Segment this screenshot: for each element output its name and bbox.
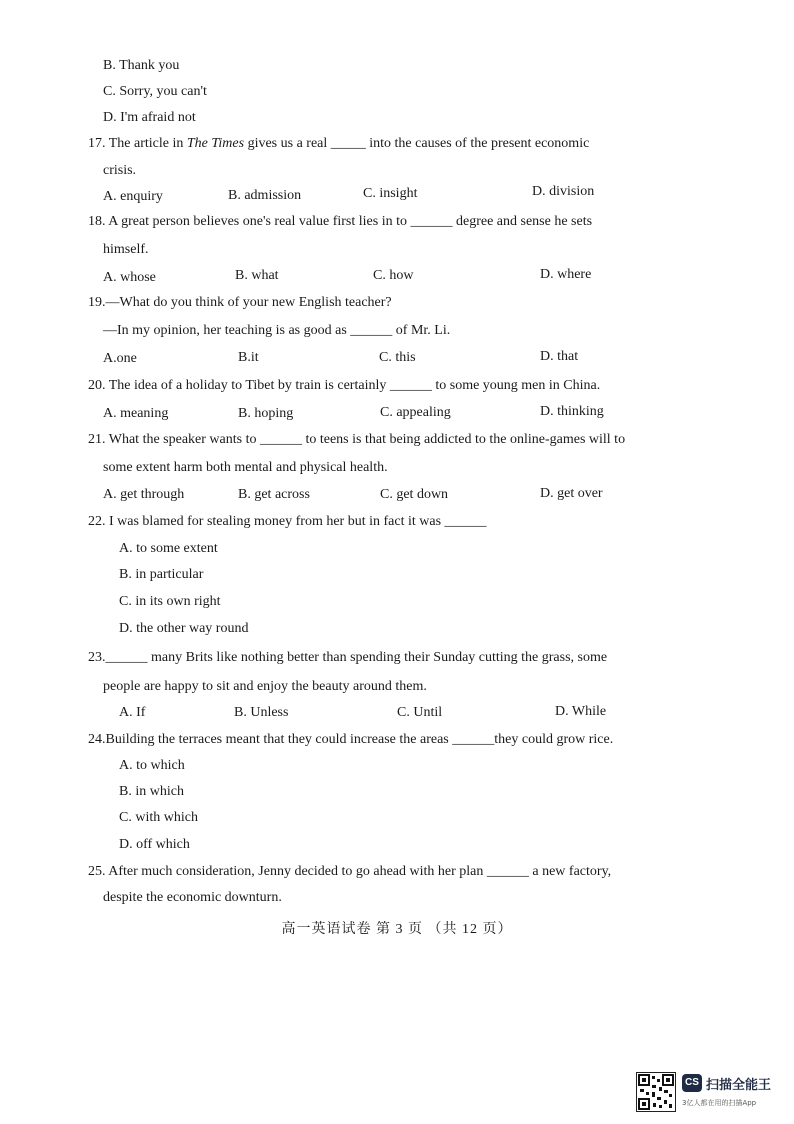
q22-option-c: C. in its own right <box>119 594 221 609</box>
q23-option-b: B. Unless <box>234 705 289 720</box>
page-footer: 高一英语试卷 第 3 页 （共 12 页） <box>281 922 513 937</box>
q18-option-d: D. where <box>540 267 592 282</box>
scanner-watermark <box>636 1072 786 1114</box>
q16-option-d: D. I'm afraid not <box>103 110 196 125</box>
q24-option-c: C. with which <box>119 810 198 825</box>
q17-option-a: A. enquiry <box>103 189 163 204</box>
q19-stem-line1: 19.—What do you think of your new English teacher? <box>88 295 392 310</box>
q16-option-b: B. Thank you <box>103 58 180 73</box>
q23-option-c: C. Until <box>397 705 443 720</box>
q24-option-b: B. in which <box>119 784 184 799</box>
q19-option-b: B.it <box>238 350 259 365</box>
q18-option-a: A. whose <box>103 270 156 285</box>
q22-option-d: D. the other way round <box>119 621 249 636</box>
q24-stem-line1: 24.Building the terraces meant that they could increase the areas ______they could grow rice. <box>88 732 614 747</box>
q21-option-c: C. get down <box>380 487 449 502</box>
q17-option-c: C. insight <box>363 186 418 201</box>
q17-stem-line1 <box>88 136 589 152</box>
q23-option-a: A. If <box>119 705 146 720</box>
q17-stem-line2: crisis. <box>103 163 137 178</box>
q21-option-b: B. get across <box>238 487 310 502</box>
q17-option-d: D. division <box>532 184 595 199</box>
q18-option-c: C. how <box>373 268 414 283</box>
q23-stem-line1: 23.______ many Brits like nothing better than spending their Sunday cutting the grass, some <box>88 650 608 665</box>
watermark-tagline: 3亿人都在用的扫描App <box>682 1099 757 1107</box>
q17-stem-title: The Times <box>186 136 245 151</box>
q25-stem-line2: despite the economic downturn. <box>103 890 282 905</box>
q20-option-c: C. appealing <box>380 405 451 420</box>
q20-option-b: B. hoping <box>238 406 294 421</box>
camscanner-logo-icon: CS <box>682 1074 702 1092</box>
qr-code-icon <box>636 1072 676 1112</box>
q19-option-c: C. this <box>379 350 416 365</box>
q18-stem-line1: 18. A great person believes one's real value first lies in to ______ degree and sense he sets <box>88 214 593 229</box>
q22-option-a: A. to some extent <box>119 541 218 556</box>
q24-option-a: A. to which <box>119 758 185 773</box>
q17-stem-pre: 17. The article in <box>88 136 187 151</box>
q19-option-d: D. that <box>540 349 579 364</box>
q16-option-c: C. Sorry, you can't <box>103 84 207 99</box>
q18-option-b: B. what <box>235 268 279 283</box>
q19-option-a: A.one <box>103 351 137 366</box>
q21-option-d: D. get over <box>540 486 603 501</box>
q22-stem-line1: 22. I was blamed for stealing money from her but in fact it was ______ <box>88 514 487 529</box>
q21-stem-line2: some extent harm both mental and physical health. <box>103 460 388 475</box>
q19-stem-line2: —In my opinion, her teaching is as good as ______ of Mr. Li. <box>103 323 451 338</box>
q21-stem-line1: 21. What the speaker wants to ______ to teens is that being addicted to the online-games will to <box>88 432 626 447</box>
q23-option-d: D. While <box>555 704 607 719</box>
q17-option-b: B. admission <box>228 188 302 203</box>
q24-option-d: D. off which <box>119 837 190 852</box>
q20-stem-line1: 20. The idea of a holiday to Tibet by train is certainly ______ to some young men in China. <box>88 378 601 393</box>
q20-option-d: D. thinking <box>540 404 604 419</box>
watermark-brand: 扫描全能王 <box>706 1078 772 1093</box>
q22-option-b: B. in particular <box>119 567 204 582</box>
q23-stem-line2: people are happy to sit and enjoy the beauty around them. <box>103 679 427 694</box>
q18-stem-line2: himself. <box>103 242 149 257</box>
q21-option-a: A. get through <box>103 487 185 502</box>
q17-stem-post: gives us a real _____ into the causes of the present economic <box>244 136 590 151</box>
q25-stem-line1: 25. After much consideration, Jenny decided to go ahead with her plan ______ a new factory, <box>88 864 612 879</box>
q20-option-a: A. meaning <box>103 406 169 421</box>
